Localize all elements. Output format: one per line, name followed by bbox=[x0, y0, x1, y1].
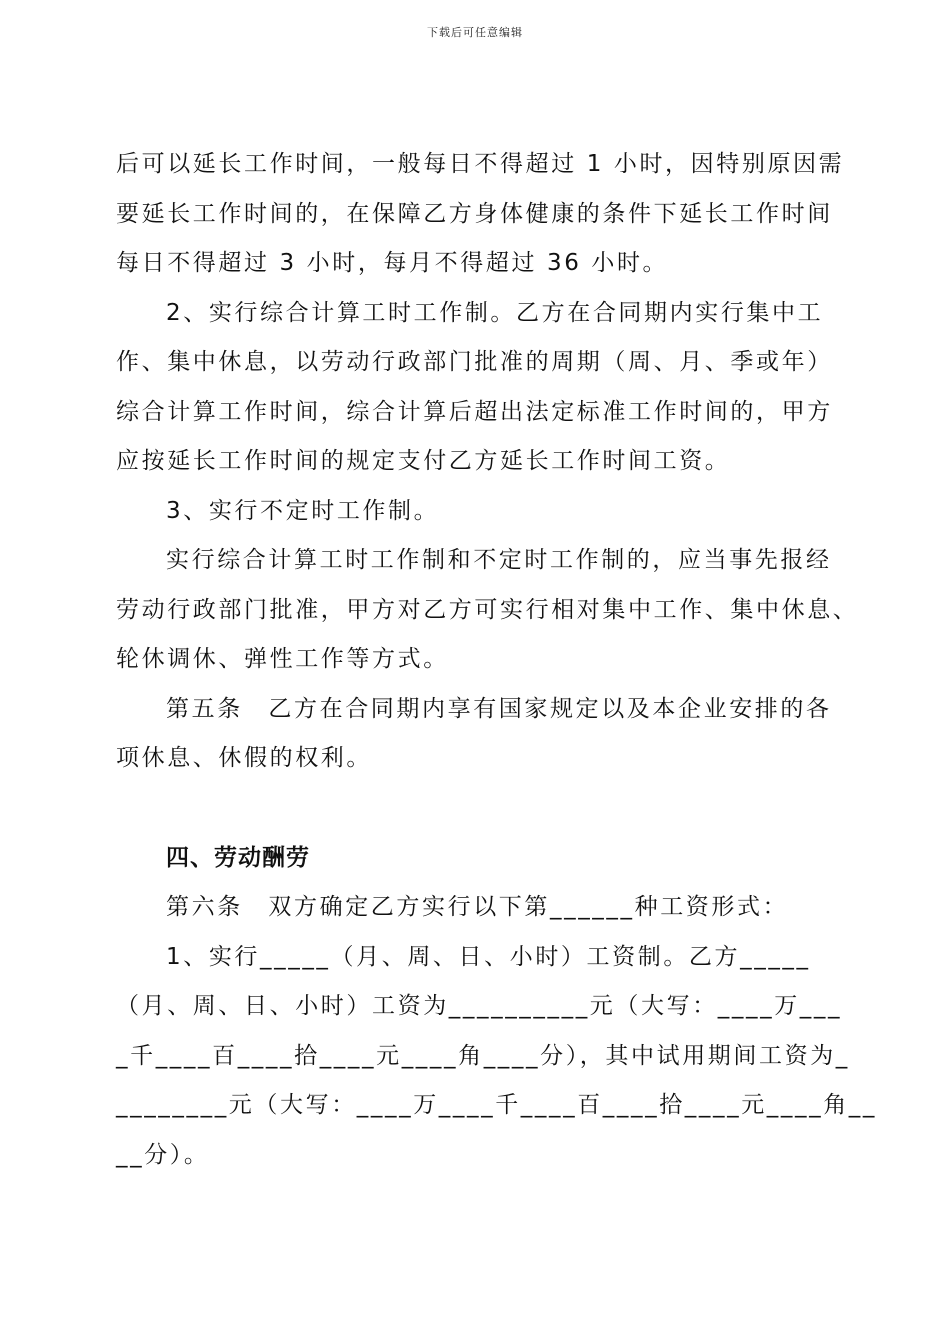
text-line: 综合计算工作时间，综合计算后超出法定标准工作时间的，甲方 bbox=[116, 398, 833, 425]
text-line: 劳动行政部门批准，甲方对乙方可实行相对集中工作、集中休息、 bbox=[116, 596, 859, 623]
section-gap bbox=[116, 784, 841, 834]
text-line: 轮休调休、弹性工作等方式。 bbox=[116, 646, 449, 672]
text-line: ________元（大写：____万____千____百____拾____元____角__ bbox=[116, 1092, 877, 1118]
text-line: 第六条 双方确定乙方实行以下第______种工资形式： bbox=[166, 894, 789, 920]
text-line: 作、集中休息，以劳动行政部门批准的周期（周、月、季或年） bbox=[116, 349, 833, 375]
text-line: _千____百____拾____元____角____分），其中试用期间工资为_ bbox=[116, 1042, 850, 1069]
text-line: 3、实行不定时工作制。 bbox=[166, 497, 440, 524]
document-body bbox=[116, 140, 877, 1180]
text-line: 后可以延长工作时间，一般每日不得超过 1 小时，因特别原因需 bbox=[116, 151, 845, 177]
text-line: __分）。 bbox=[116, 1141, 210, 1168]
text-line: 2、实行综合计算工时工作制。乙方在合同期内实行集中工 bbox=[166, 299, 824, 326]
text-line: 实行综合计算工时工作制和不定时工作制的，应当事先报经 bbox=[166, 547, 832, 573]
text-line: 应按延长工作时间的规定支付乙方延长工作时间工资。 bbox=[116, 448, 731, 474]
text-line: 要延长工作时间的，在保障乙方身体健康的条件下延长工作时间 bbox=[116, 200, 833, 227]
text-line: 1、实行_____（月、周、日、小时）工资制。乙方_____ bbox=[166, 943, 811, 970]
text-line: 每日不得超过 3 小时，每月不得超过 36 小时。 bbox=[116, 250, 669, 276]
header-note: 下载后可任意编辑 bbox=[427, 26, 523, 39]
text-line: 第五条 乙方在合同期内享有国家规定以及本企业安排的各 bbox=[166, 695, 832, 722]
text-line: 项休息、休假的权利。 bbox=[116, 745, 372, 771]
section-heading: 四、劳动酬劳 bbox=[166, 844, 310, 871]
text-line: （月、周、日、小时）工资为__________元（大写：____万___ bbox=[116, 993, 843, 1019]
